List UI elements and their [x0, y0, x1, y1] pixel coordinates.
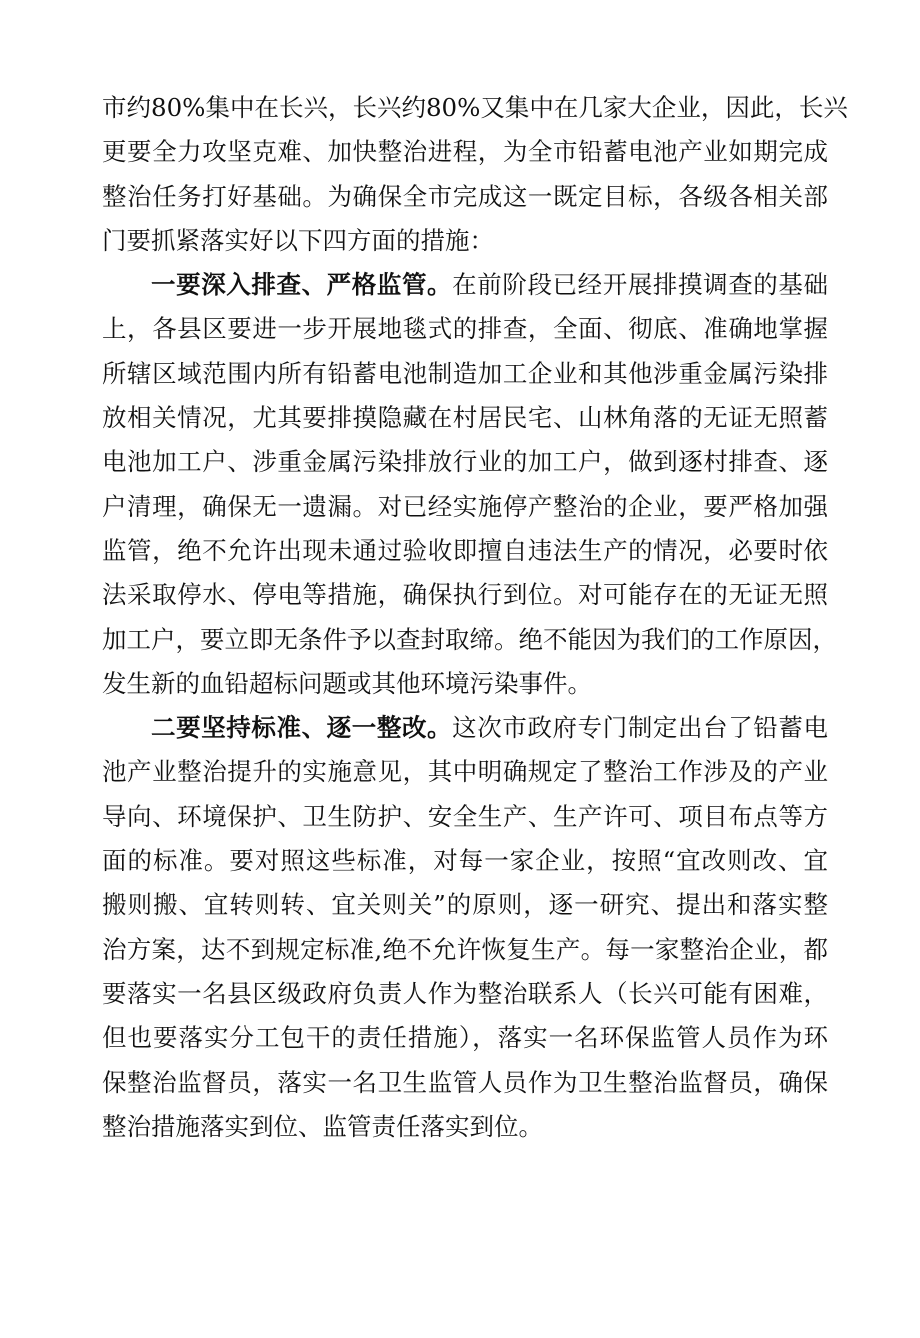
text-line: 户清理，确保无一遗漏。对已经实施停产整治的企业，要严格加强 — [102, 491, 828, 521]
text-line: 面的标准。要对照这些标准，对每一家企业，按照“宜改则改、宜 — [102, 846, 828, 876]
text-line: 上，各县区要进一步开展地毯式的排查，全面、彻底、准确地掌握 — [102, 314, 828, 344]
text-line: 监管，绝不允许出现未通过验收即擅自违法生产的情况，必要时依 — [102, 535, 828, 565]
text-line: 所辖区域范围内所有铅蓄电池制造加工企业和其他涉重金属污染排 — [102, 358, 828, 388]
paragraph-measure-two — [102, 706, 828, 1149]
text-line: 但也要落实分工包干的责任措施），落实一名环保监管人员作为环 — [102, 1023, 828, 1053]
text-line: 要落实一名县区级政府负责人作为整治联系人（长兴可能有困难， — [102, 978, 828, 1008]
text-line: 保整治监督员，落实一名卫生监管人员作为卫生整治监督员，确保 — [102, 1067, 828, 1097]
text-line: 发生新的血铅超标问题或其他环境污染事件。 — [102, 668, 592, 698]
paragraph-lead-heading: 一要深入排查、严格监管。 — [151, 270, 453, 300]
text-line: 电池加工户、涉重金属污染排放行业的加工户，做到逐村排查、逐 — [102, 447, 828, 477]
text-line: 搬则搬、宜转则转、宜关则关”的原则，逐一研究、提出和落实整 — [102, 890, 828, 920]
text-line: 池产业整治提升的实施意见，其中明确规定了整治工作涉及的产业 — [102, 757, 828, 787]
text-line: 加工户，要立即无条件予以查封取缔。绝不能因为我们的工作原因， — [102, 624, 837, 654]
text-line: 导向、环境保护、卫生防护、安全生产、生产许可、项目布点等方 — [102, 801, 828, 831]
text-line: 治方案，达不到规定标准,绝不允许恢复生产。每一家整治企业，都 — [102, 934, 828, 964]
paragraph-intro — [102, 86, 848, 263]
paragraph-lead-heading: 二要坚持标准、逐一整改。 — [151, 713, 453, 743]
text-line: 整治任务打好基础。为确保全市完成这一既定目标，各级各相关部 — [102, 181, 828, 211]
document-page — [102, 86, 848, 1149]
text-line-first — [102, 263, 828, 307]
text-line: 门要抓紧落实好以下四方面的措施： — [102, 225, 494, 255]
text-line: 法采取停水、停电等措施，确保执行到位。对可能存在的无证无照 — [102, 580, 828, 610]
text-line: 更要全力攻坚克难、加快整治进程，为全市铅蓄电池产业如期完成 — [102, 137, 828, 167]
text-line-rest: 这次市政府专门制定出台了铅蓄电 — [452, 713, 829, 743]
text-line-first — [102, 706, 828, 750]
paragraph-measure-one — [102, 263, 837, 706]
text-line: 市约80%集中在长兴，长兴约80%又集中在几家大企业，因此，长兴 — [102, 93, 848, 122]
text-line: 整治措施落实到位、监管责任落实到位。 — [102, 1111, 543, 1141]
text-line: 放相关情况，尤其要排摸隐藏在村居民宅、山林角落的无证无照蓄 — [102, 403, 828, 433]
text-line-rest: 在前阶段已经开展排摸调查的基础 — [452, 270, 829, 300]
